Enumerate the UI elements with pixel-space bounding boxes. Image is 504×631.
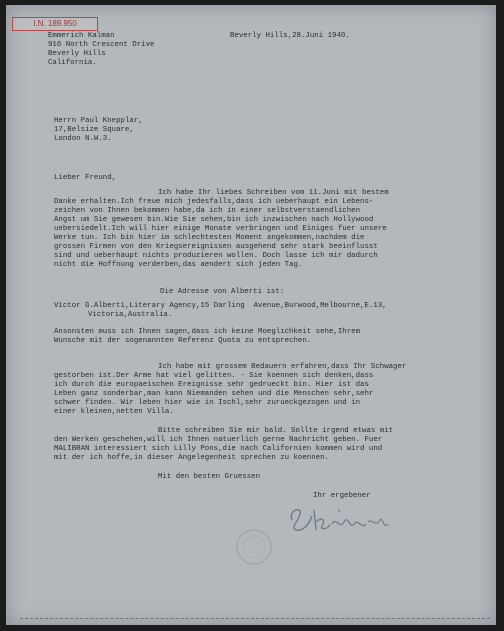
body-line: Ich habe Ihr liebes Schreiben vom 11.Juni mit bestem xyxy=(158,189,389,197)
body-line: uebersiedelt.Ich will hier einige Monate verbringen und Einiges fuer unsere xyxy=(54,225,387,233)
body-line: Ansonsten muss ich Ihnen sagen,dass ich keine Moeglichkeit sehe,Ihrem xyxy=(54,328,361,336)
sender-name: Emmerich Kalman xyxy=(48,32,115,40)
body-line: schwer finden. Wir leben hier wie in Ischl,sehr zurueckgezogen und in xyxy=(54,399,361,407)
handwritten-signature xyxy=(284,500,394,536)
closing: Mit den besten Gruessen xyxy=(158,473,261,481)
letter-sheet xyxy=(6,5,496,625)
body-line: Die Adresse von Alberti ist: xyxy=(160,288,285,296)
body-line: Leben ganz sonderbar,man kann Niemanden sehen und die Menschen sehr,sehr xyxy=(54,390,374,398)
body-line: zeichen von Ihnen bekommen habe,da ich in einer selbstverstaendlichen xyxy=(54,207,361,215)
body-line: Ich habe mit grossem Bedauern erfahren,dass Ihr Schwager xyxy=(158,363,407,371)
faded-seal-icon xyxy=(234,527,274,567)
body-line: den Werken geschehen,will ich Ihnen natuerlich gerne Nachricht geben. Fuer xyxy=(54,436,383,444)
body-line: mit der ich hoffe,in dieser Angelegenheit sprechen zu koennen. xyxy=(54,454,329,462)
body-line: Werke tun. Ich bin hier im schlechtesten Moment angekommen,nachdem die xyxy=(54,234,365,242)
body-line: nicht die Hoffnung verderben,das aendert sich jeden Tag. xyxy=(54,261,303,269)
body-line: sind und ueberhaupt nichts produzieren wollen. Doch lasse ich mir dadurch xyxy=(54,252,378,260)
body-line: grossen Firmen von den Kriegsereignissen ausgehend sehr stark beeinflusst xyxy=(54,243,378,251)
body-line: Victor G.Alberti,Literary Agency,15 Darling Avenue,Burwood,Melbourne,E.13, xyxy=(54,302,387,310)
body-line: gestorben ist.Der Arme hat viel gelitten. - Sie koennen sich denken,dass xyxy=(54,372,374,380)
body-line: Angst um Sie gewesen bin.Wie Sie sehen,bin ich inzwischen nach Hollywood xyxy=(54,216,374,224)
body-line: Victoria,Australia. xyxy=(88,311,173,319)
body-line: Bitte schreiben Sie mir bald. Sollte irgend etwas mit xyxy=(158,427,394,435)
body-line: MALIBRAN interessiert sich Lilly Pons,die nach Californien kommen wird und xyxy=(54,445,383,453)
body-line: einer kleinen,netten Villa. xyxy=(54,408,174,416)
sender-street: 916 North Crescent Drive xyxy=(48,41,155,49)
body-line: Wunsche mit der sogenannten Referenz Quota zu entsprechen. xyxy=(54,337,312,345)
bottom-edge-divider xyxy=(20,616,490,619)
recipient-city: London N.W.3. xyxy=(54,135,112,143)
place-date: Beverly Hills,28.Juni 1940. xyxy=(230,32,350,40)
salutation: Lieber Freund, xyxy=(54,174,117,182)
reference-number-stamp: I.N. 189.950 xyxy=(12,17,98,31)
recipient-street: 17,Belsize Square, xyxy=(54,126,134,134)
sign-off: Ihr ergebener xyxy=(313,492,371,500)
recipient-name: Herrn Paul Knepplar, xyxy=(54,117,143,125)
sender-city: Beverly Hills xyxy=(48,50,106,58)
body-line: ich durch die europaeischen Ereignisse sehr gedrueckt bin. Hier ist das xyxy=(54,381,369,389)
body-line: Danke erhalten.Ich freue mich jedesfalls,dass ich ueberhaupt ein Lebens- xyxy=(54,198,374,206)
sender-state: California. xyxy=(48,59,97,67)
